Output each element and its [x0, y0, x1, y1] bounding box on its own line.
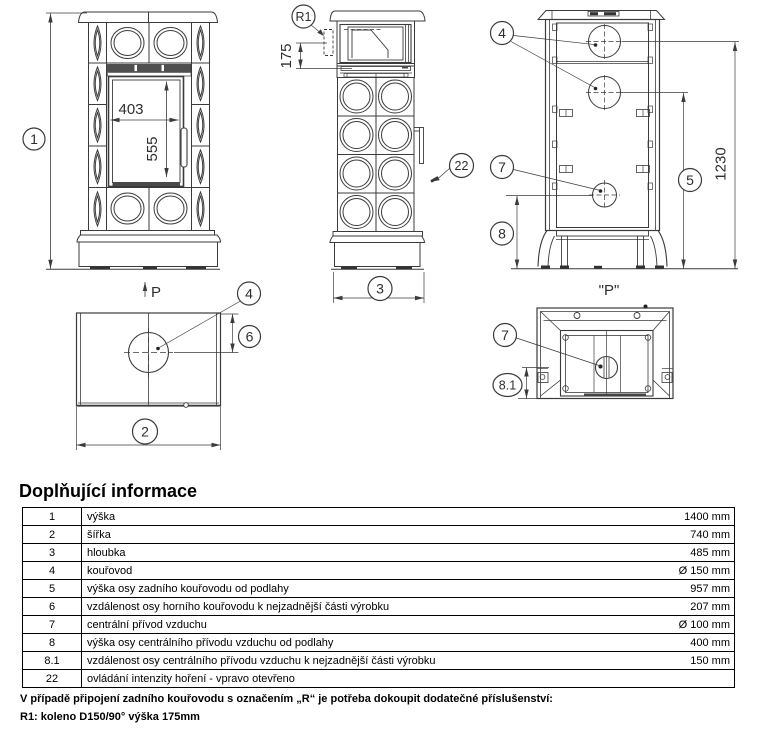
- cell-num: 7: [23, 616, 82, 634]
- table-row: [23, 598, 735, 616]
- callout-6: [239, 326, 261, 348]
- cell-num: 8.1: [23, 652, 82, 670]
- callout-8: [491, 222, 514, 245]
- stove-door: [109, 77, 184, 187]
- back-view-dimensions: [506, 36, 739, 269]
- cell-num: 3: [23, 544, 82, 562]
- callout-5: [679, 169, 702, 192]
- svg-text:3: 3: [376, 280, 384, 297]
- svg-text:8.1: 8.1: [498, 378, 517, 393]
- callout-4-back: [491, 22, 514, 45]
- cell-num: 6: [23, 598, 82, 616]
- svg-text:1: 1: [30, 131, 38, 147]
- cell-desc: centrální přívod vzduchu: [82, 616, 641, 634]
- page-title: Doplňující informace: [19, 481, 198, 501]
- table-row: [23, 544, 735, 562]
- cell-desc: kouřovod: [82, 562, 641, 580]
- dim-elbow-height: 175: [278, 43, 295, 69]
- cell-val: Ø 100 mm: [640, 616, 735, 634]
- r1-elbow-phantom: [324, 30, 333, 56]
- cell-val: 400 mm: [640, 634, 735, 652]
- door-handle: [181, 128, 187, 167]
- info-table: [22, 507, 735, 688]
- back-view: [511, 11, 738, 269]
- front-view: [46, 12, 221, 269]
- top-view: [77, 313, 221, 407]
- table-row: [23, 562, 735, 580]
- callout-3: [368, 277, 392, 301]
- cell-desc: výška: [82, 508, 641, 526]
- air-grill: [108, 65, 192, 72]
- bottom-view-dimensions: [517, 338, 601, 399]
- callout-4-top: [238, 282, 261, 305]
- table-row: [23, 652, 735, 670]
- svg-text:7: 7: [501, 327, 509, 343]
- cell-val: 485 mm: [640, 544, 735, 562]
- view-direction-label: P: [151, 284, 162, 301]
- cell-val: 740 mm: [640, 526, 735, 544]
- callout-1: [23, 128, 45, 150]
- cell-val: 207 mm: [640, 598, 735, 616]
- cell-desc: výška osy centrálního přívodu vzduchu od podlahy: [82, 634, 641, 652]
- table-row: [23, 634, 735, 652]
- cell-val: 150 mm: [640, 652, 735, 670]
- table-row: [23, 580, 735, 598]
- cell-val: [640, 670, 735, 688]
- cell-desc: šířka: [82, 526, 641, 544]
- cell-num: 22: [23, 670, 82, 688]
- cell-num: 5: [23, 580, 82, 598]
- cell-val: 1400 mm: [640, 508, 735, 526]
- svg-text:R1: R1: [295, 10, 312, 24]
- cell-desc: vzdálenost osy centrálního přívodu vzduchu k nejzadnější části výrobku: [82, 652, 641, 670]
- cell-num: 2: [23, 526, 82, 544]
- side-view: [324, 11, 438, 269]
- note-line-2: R1: koleno D150/90° výška 175mm: [20, 711, 200, 723]
- cell-desc: výška osy zadního kouřovodu od podlahy: [82, 580, 641, 598]
- dim-door-width: 403: [118, 101, 144, 118]
- cell-desc: ovládání intenzity hoření - vpravo otevřeno: [82, 670, 641, 688]
- svg-text:4: 4: [498, 25, 506, 41]
- callout-8-1: [493, 374, 522, 397]
- cell-desc: vzdálenost osy horního kouřovodu k nejzadnější části výrobku: [82, 598, 641, 616]
- svg-text:7: 7: [498, 159, 506, 175]
- svg-text:2: 2: [141, 423, 149, 440]
- notes: [20, 693, 553, 729]
- cell-num: 4: [23, 562, 82, 580]
- top-view-dimensions: [77, 301, 241, 450]
- svg-text:4: 4: [245, 285, 253, 302]
- callout-7-back: [491, 156, 514, 179]
- table-row: [23, 616, 735, 634]
- callout-22: [450, 154, 474, 178]
- svg-text:22: 22: [454, 159, 469, 173]
- svg-text:5: 5: [686, 172, 694, 188]
- callout-7-bottom: [494, 324, 517, 347]
- table-row: [23, 526, 735, 544]
- table-row: [23, 508, 735, 526]
- cell-num: 1: [23, 508, 82, 526]
- dim-door-height: 555: [144, 136, 161, 162]
- bottom-view-title: "P": [598, 282, 620, 299]
- cell-num: 8: [23, 634, 82, 652]
- dim-flue-axis-height: 1230: [712, 147, 730, 181]
- callout-2: [133, 419, 158, 444]
- callout-r1: [292, 5, 315, 28]
- table-row: [23, 670, 735, 688]
- svg-text:8: 8: [498, 225, 506, 242]
- cell-val: Ø 150 mm: [640, 562, 735, 580]
- cell-desc: hloubka: [82, 544, 641, 562]
- svg-text:6: 6: [245, 328, 254, 345]
- cell-val: 957 mm: [640, 580, 735, 598]
- note-line-1: V případě připojení zadního kouřovodu s označením „R“ je potřeba dokoupit dodatečné příslušenství:: [20, 693, 553, 705]
